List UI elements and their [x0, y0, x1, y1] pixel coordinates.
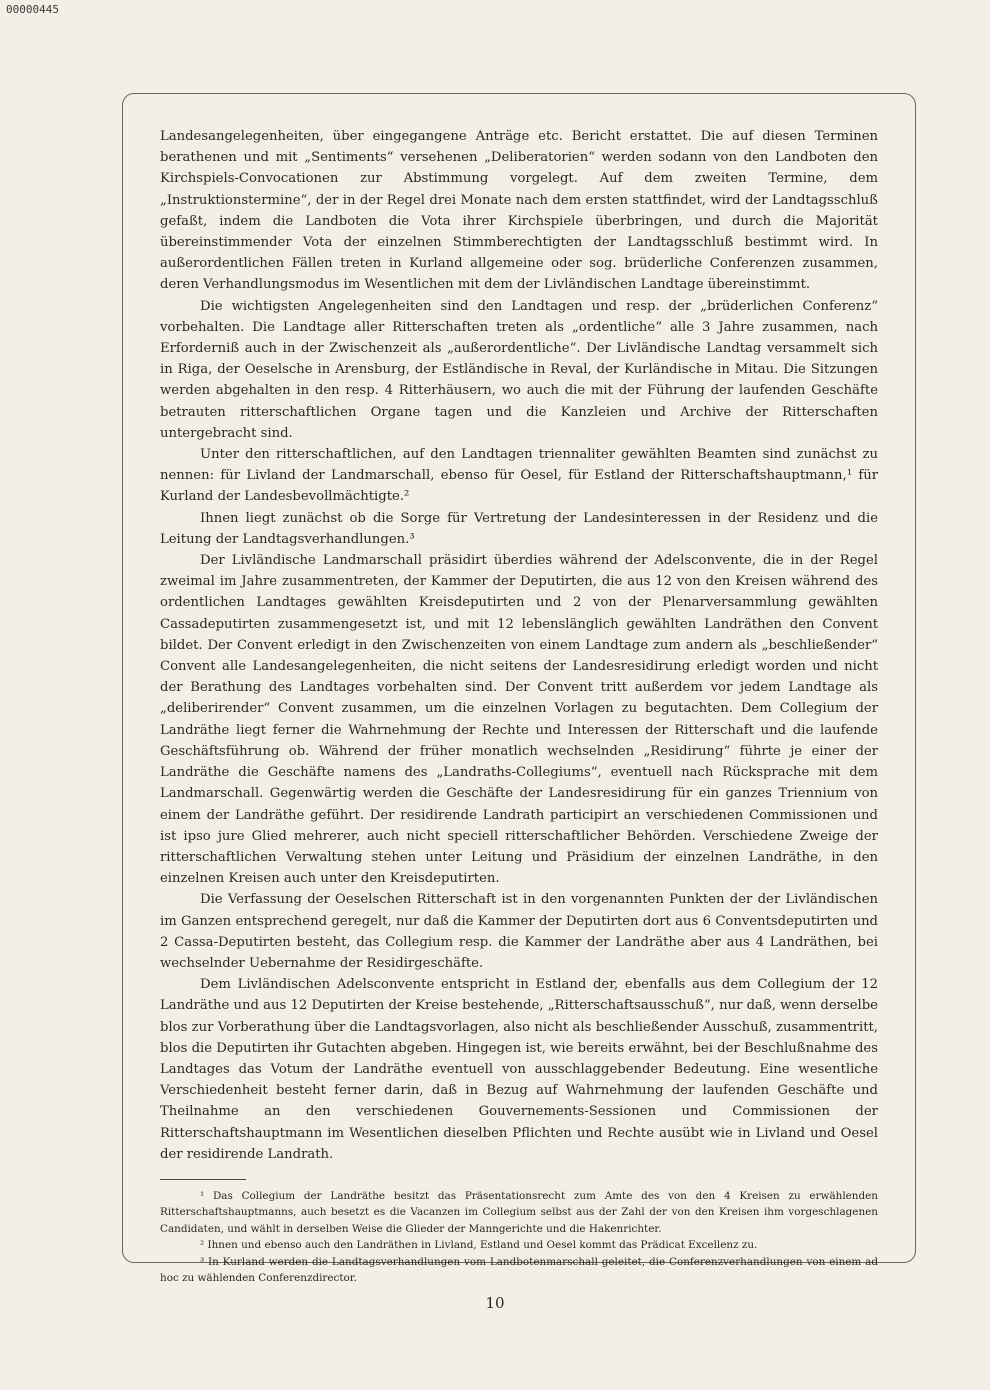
body-paragraph: Der Livländische Landmarschall präsidirt überdies während der Adelsconvente, die in der Regel zweimal im Jahre zusammentreten, der Kammer der Deputirten, die aus 12 von den Kreisen während des ordentlichen Landtages gewählten Kreisdeputirten und 2 von der Plenarversammlung gewählten Cassadeputirten zusammengesetzt ist, und mit 12 lebenslänglich gewählten Landräthen den Convent bildet. Der Convent erledigt in den Zwischenzeiten von einem Landtage zum andern als „beschließender“ Convent alle Landesangelegenheiten, die nicht seitens der Landesresidirung erledigt worden und nicht der Berathung des Landtages vorbehalten sind. Der Convent tritt außerdem vor jedem Landtage als „deliberirender“ Convent zusammen, um die einzelnen Vorlagen zu begutachten. Dem Collegium der Landräthe liegt ferner die Wahrnehmung der Rechte und Interessen der Ritterschaft und die laufende Geschäftsführung ob. Während der früher monatlich wechselnden „Residirung“ führte je einer der Landräthe die Geschäfte namens des „Landraths-Collegiums“, eventuell nach Rücksprache mit dem Landmarschall. Gegenwärtig werden die Geschäfte der Landesresidirung für ein ganzes Triennium von einem der Landräthe geführt. Der residirende Landrath participirt an verschiedenen Commissionen und ist ipso jure Glied mehrerer, auch nicht speciell ritterschaftlicher Behörden. Verschiedene Zweige der ritterschaftlichen Verwaltung stehen unter Leitung und Präsidium der einzelnen Landräthe, in den einzelnen Kreisen auch unter den Kreisdeputirten.	[160, 553, 878, 887]
scan-id: 00000445	[6, 3, 59, 16]
body-paragraph: Die wichtigsten Angelegenheiten sind den Landtagen und resp. der „brüderlichen Conferenz“ vorbehalten. Die Landtage aller Ritterschaften treten als „ordentliche“ alle 3 Jahre zusammen, nach Erforderniß auch in der Zwischenzeit als „außerordentliche“. Der Livländische Landtag versammelt sich in Riga, der Oeselsche in Arensburg, der Estländische in Reval, der Kurländische in Mitau. Die Sitzungen werden abgehalten in den resp. 4 Ritterhäusern, wo auch die mit der Führung der laufenden Geschäfte betrauten ritterschaftlichen Organe tagen und die Kanzleien und Archive der Ritterschaften untergebracht sind.	[160, 298, 878, 441]
page-number: 10	[485, 1294, 505, 1312]
body-paragraph: Ihnen liegt zunächst ob die Sorge für Vertretung der Landesinteressen in der Residenz und die Leitung der Landtagsverhandlungen.³	[160, 510, 878, 547]
footnote: ² Ihnen und ebenso auch den Landräthen in Livland, Estland und Oesel kommt das Prädicat Excellenz zu.	[200, 1239, 758, 1252]
body-paragraph: Unter den ritterschaftlichen, auf den Landtagen triennaliter gewählten Beamten sind zunächst zu nennen: für Livland der Landmarschall, ebenso für Oesel, für Estland der Ritterschaftshauptmann,¹ für Kurland der Landesbevollmächtigte.²	[160, 447, 878, 505]
body-paragraph: Die Verfassung der Oeselschen Ritterschaft ist in den vorgenannten Punkten der der Livländischen im Ganzen entsprechend geregelt, nur daß die Kammer der Deputirten dort aus 6 Conventsdeputirten und 2 Cassa-Deputirten besteht, das Collegium resp. die Kammer der Landräthe aber aus 4 Landräthen, bei wechselnder Uebernahme der Residirgeschäfte.	[160, 892, 878, 971]
footnote: ¹ Das Collegium der Landräthe besitzt das Präsentationsrecht zum Amte des von den 4 Kreisen zu erwählenden Ritterschaftshauptmanns, auch besetzt es die Vacanzen im Collegium selbst aus der Zahl der von den Kreisen ihm vorgeschlagenen Candidaten, und wählt in derselben Weise die Glieder der Manngerichte und die Hakenrichter.	[160, 1189, 878, 1235]
page-content	[160, 126, 878, 1286]
body-paragraph: Dem Livländischen Adelsconvente entspricht in Estland der, ebenfalls aus dem Collegium der 12 Landräthe und aus 12 Deputirten der Kreise bestehende, „Ritterschaftsausschuß“, nur daß, wenn derselbe blos zur Vorberathung über die Landtagsvorlagen, also nicht als beschließender Ausschuß, zusammentritt, blos die Deputirten ihr Gutachten abgeben. Hingegen ist, wie bereits erwähnt, bei der Beschlußnahme des Landtages das Votum der Landräthe eventuell von ausschlaggebender Bedeutung. Eine wesentliche Verschiedenheit besteht ferner darin, daß in Bezug auf Wahrnehmung der laufenden Geschäfte und Theilnahme an den verschiedenen Gouvernements-Sessionen und Commissionen der Ritterschaftshauptmann im Wesentlichen dieselben Pflichten und Rechte ausübt wie in Livland und Oesel der residirende Landrath.	[160, 977, 878, 1162]
body-paragraph: Landesangelegenheiten, über eingegangene Anträge etc. Bericht erstattet. Die auf diesen Terminen berathenen und mit „Sentiments“ versehenen „Deliberatorien“ werden sodann von den Landboten den Kirchspiels-Convocationen zur Abstimmung vorgelegt. Auf dem zweiten Termine, dem „Instruktionstermine“, der in der Regel drei Monate nach dem ersten stattfindet, wird der Landtagsschluß gefaßt, indem die Landboten die Vota ihrer Kirchspiele überbringen, und durch die Majorität übereinstimmender Vota der einzelnen Stimmberechtigten der Landtagsschluß bestimmt wird. In außerordentlichen Fällen treten in Kurland allgemeine oder sog. brüderliche Conferenzen zusammen, deren Verhandlungsmodus im Wesentlichen mit dem der Livländischen Landtage übereinstimmt.	[160, 129, 878, 293]
footnote: ³ In Kurland werden die Landtagsverhandlungen vom Landbotenmarschall geleitet, die Conferenzverhandlungen von einem ad hoc zu wählenden Conferenzdirector.	[160, 1255, 878, 1284]
footnote-divider	[160, 1179, 246, 1180]
